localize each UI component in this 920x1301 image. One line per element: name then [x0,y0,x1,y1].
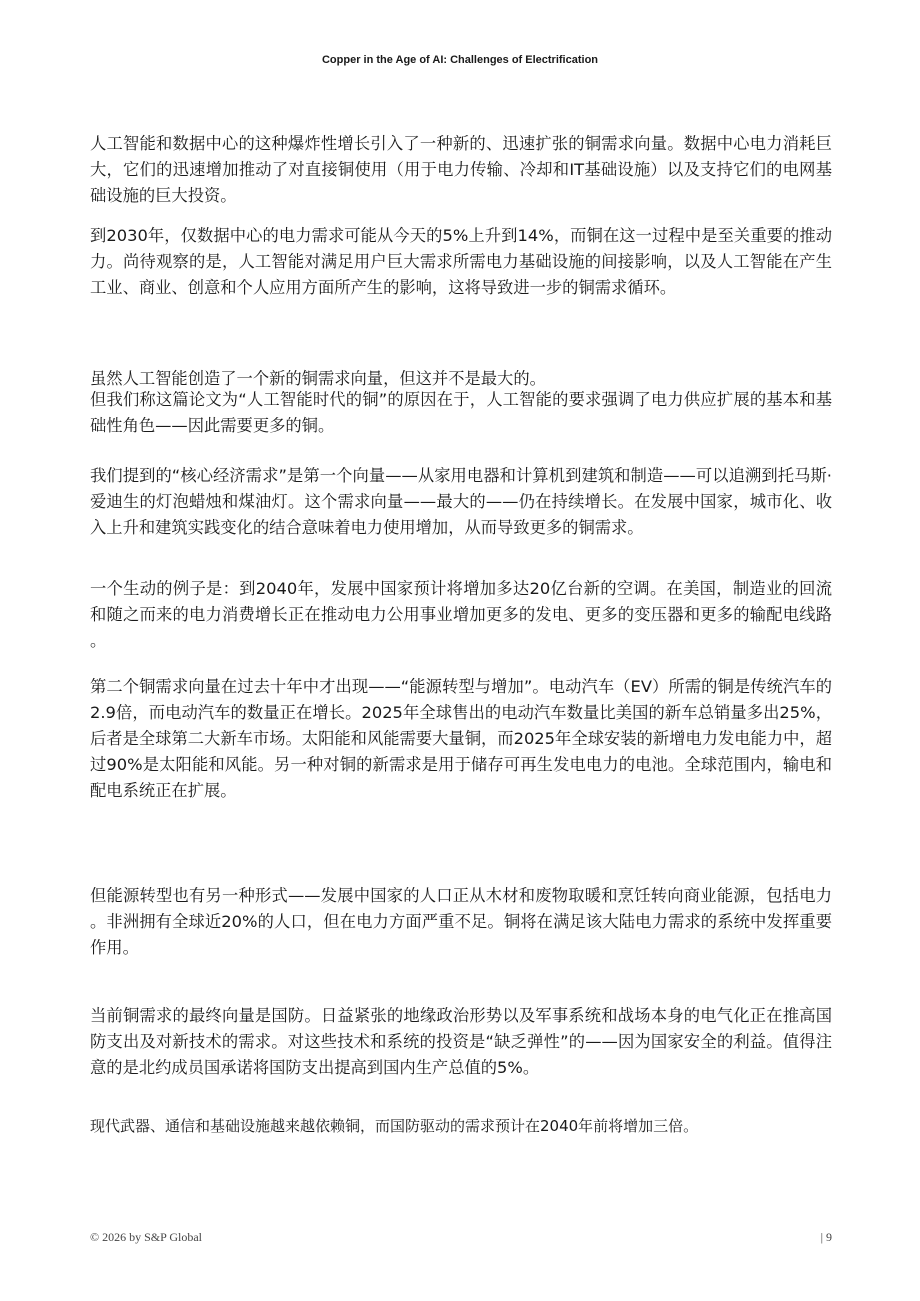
paragraph-defense-tripling: 现代武器、通信和基础设施越来越依赖铜，而国防驱动的需求预计在2040年前将增加三倍。 [90,1117,699,1135]
paragraph-core-economic-demand: 我们提到的“核心经济需求”是第一个向量——从家用电器和计算机到建筑和制造——可以追溯到托马斯·爱迪生的灯泡蜡烛和煤油灯。这个需求向量——最大的——仍在持续增长。在发展中国家，城市化、收入上升和建筑实践变化的结合意味着电力使用增加，从而导致更多的铜需求。 [90,466,832,537]
footer-copyright: © 2026 by S&P Global [90,1230,203,1244]
paragraph-energy-transition: 第二个铜需求向量在过去十年中才出现——“能源转型与增加”。电动汽车（EV）所需的铜是传统汽车的2.9倍，而电动汽车的数量正在增长。2025年全球售出的电动汽车数量比美国的新车总销量多出25%，后者是全球第二大新车市场。太阳能和风能需要大量铜，而2025年全球安装的新增电力发电能力中，超过90%是太阳能和风能。另一种对铜的新需求是用于储存可再生发电电力的电池。全球范围内，输电和配电系统正在扩展。 [90,677,832,800]
paragraph-defense-demand: 当前铜需求的最终向量是国防。日益紧张的地缘政治形势以及军事系统和战场本身的电气化正在推高国防支出及对新技术的需求。对这些技术和系统的投资是“缺乏弹性”的——因为国家安全的利益。值得注意的是北约成员国承诺将国防支出提高到国内生产总值的5%。 [90,1006,832,1077]
paragraph-developing-world-energy: 但能源转型也有另一种形式——发展中国家的人口正从木材和废物取暖和烹饪转向商业能源，包括电力。非洲拥有全球近20%的人口，但在电力方面严重不足。铜将在满足该大陆电力需求的系统中发挥重要作用。 [90,886,832,957]
page-header-title: Copper in the Age of AI: Challenges of Electrification [321,54,599,66]
paragraph-paper-title-reason: 但我们称这篇论文为“人工智能时代的铜”的原因在于，人工智能的要求强调了电力供应扩展的基本和基础性角色——因此需要更多的铜。 [90,390,832,435]
footer-page-number: | 9 [820,1230,832,1244]
paragraph-2030-demand: 到2030年，仅数据中心的电力需求可能从今天的5%上升到14%，而铜在这一过程中是至关重要的推动力。尚待观察的是，人工智能对满足用户巨大需求所需电力基础设施的间接影响，以及人工智能在产生工业、商业、创意和个人应用方面所产生的影响，这将导致进一步的铜需求循环。 [90,226,832,297]
paragraph-not-largest: 虽然人工智能创造了一个新的铜需求向量，但这并不是最大的。 [90,369,546,388]
paragraph-ai-data-centers: 人工智能和数据中心的这种爆炸性增长引入了一种新的、迅速扩张的铜需求向量。数据中心电力消耗巨大，它们的迅速增加推动了对直接铜使用（用于电力传输、冷却和IT基础设施）以及支持它们的电网基础设施的巨大投资。 [90,134,832,205]
paragraph-air-conditioner-example: 一个生动的例子是：到2040年，发展中国家预计将增加多达20亿台新的空调。在美国，制造业的回流和随之而来的电力消费增长正在推动电力公用事业增加更多的发电、更多的变压器和更多的输配电线路。 [90,579,832,650]
